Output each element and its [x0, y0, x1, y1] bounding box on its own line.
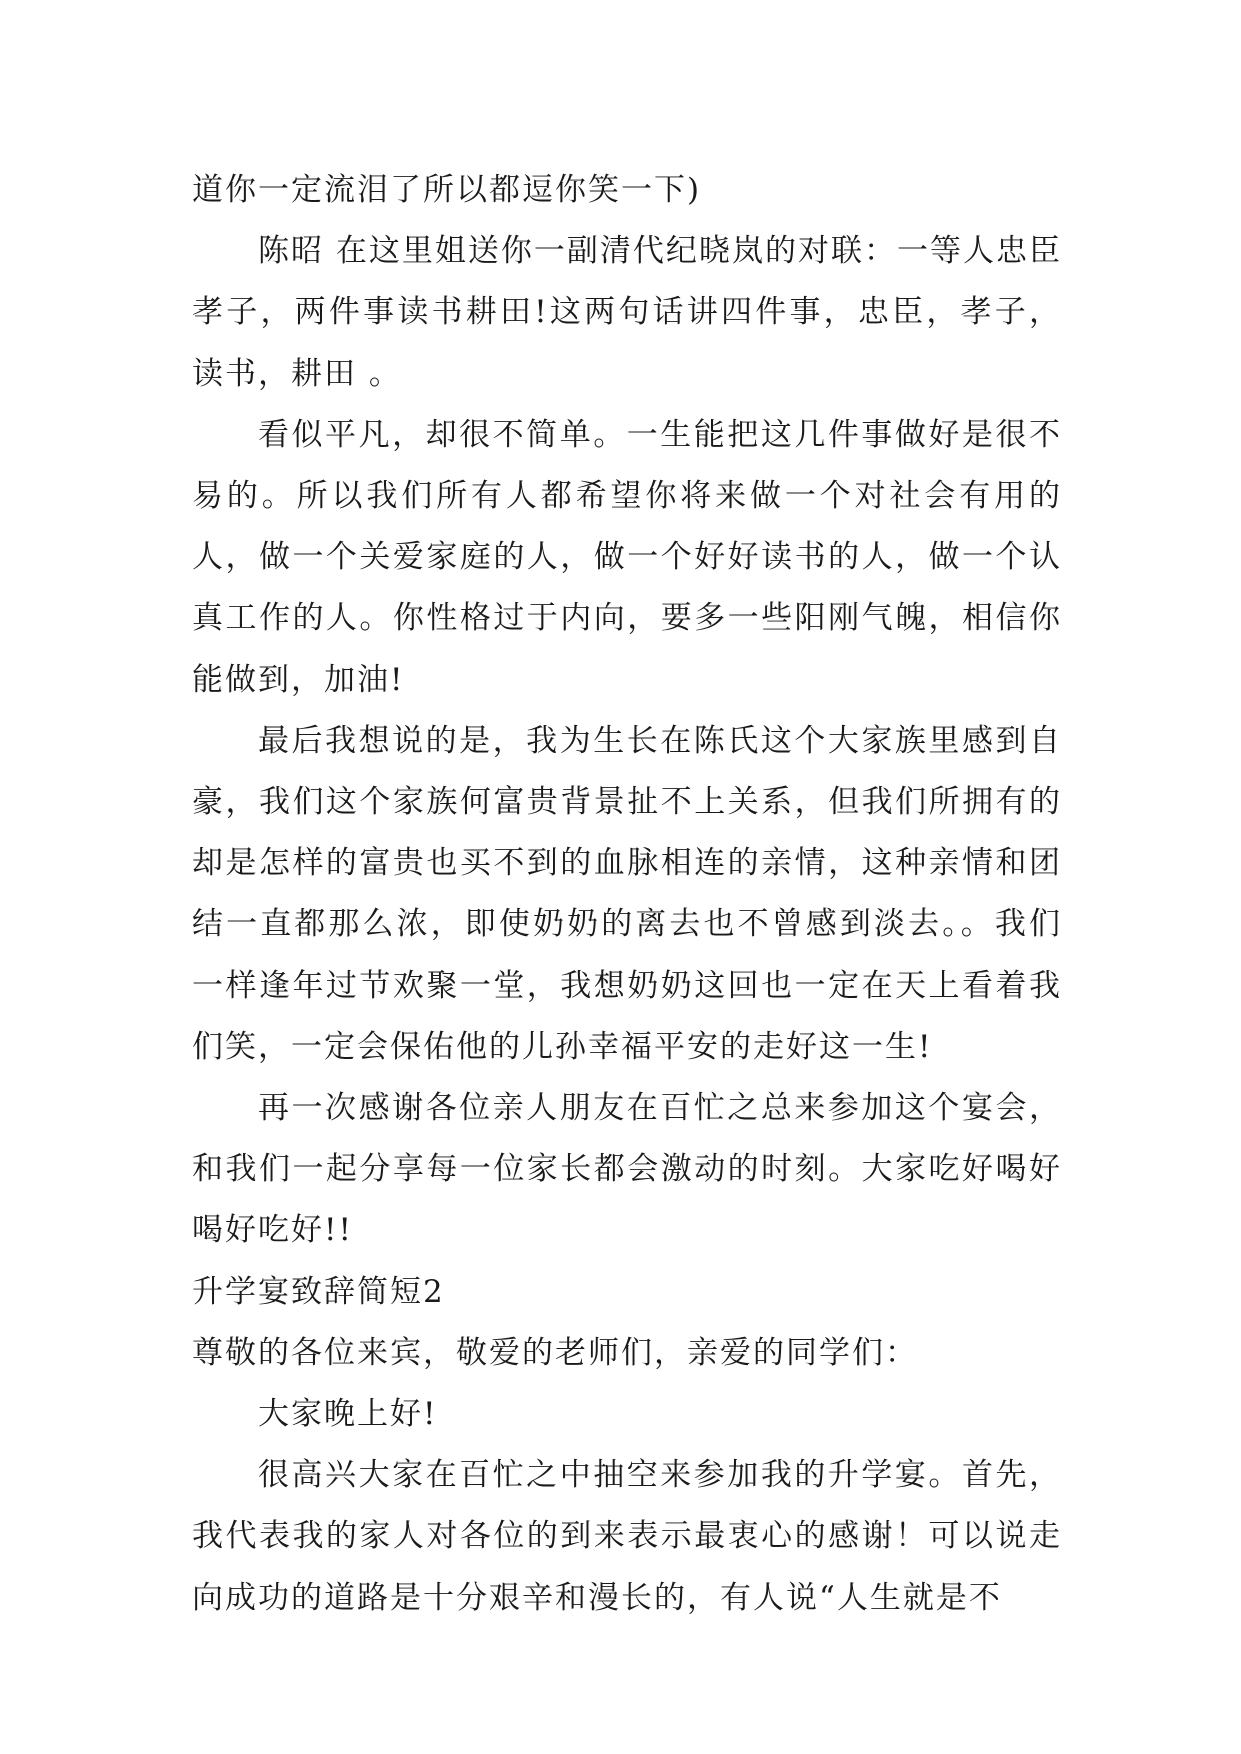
paragraph-couplet: 陈昭 在这里姐送你一副清代纪晓岚的对联：一等人忠臣孝子，两件事读书耕田!这两句话讲四件事，忠臣，孝子，读书，耕田 。	[192, 233, 1062, 392]
paragraph-family: 最后我想说的是，我为生长在陈氏这个大家族里感到自豪，我们这个家族何富贵背景扯不上关系，但我们所拥有的却是怎样的富贵也买不到的血脉相连的亲情，这种亲情和团结一直都那么浓，即使奶奶的离去也不曾感到淡去。。我们一样逢年过节欢聚一堂，我想奶奶这回也一定在天上看着我们笑，一定会保佑他的儿孙幸福平安的走好这一生!	[192, 722, 1062, 1065]
paragraph-continuation: 道你一定流泪了所以都逗你笑一下)	[192, 172, 702, 208]
document-body	[192, 160, 1062, 1629]
paragraph-hopes: 看似平凡，却很不简单。一生能把这几件事做好是很不易的。所以我们所有人都希望你将来做一个对社会有用的人，做一个关爱家庭的人，做一个好好读书的人，做一个认真工作的人。你性格过于内向，要多一些阳刚气魄，相信你能做到，加油!	[192, 416, 1062, 698]
paragraph-opening: 很高兴大家在百忙之中抽空来参加我的升学宴。首先，我代表我的家人对各位的到来表示最衷心的感谢！可以说走向成功的道路是十分艰辛和漫长的，有人说“人生就是不	[192, 1457, 1062, 1616]
greeting: 大家晚上好!	[258, 1396, 438, 1433]
section-heading: 升学宴致辞简短2	[192, 1273, 445, 1310]
paragraph-thanks: 再一次感谢各位亲人朋友在百忙之总来参加这个宴会，和我们一起分享每一位家长都会激动的时刻。大家吃好喝好喝好吃好!!	[192, 1090, 1062, 1249]
salutation: 尊敬的各位来宾，敬爱的老师们，亲爱的同学们：	[192, 1334, 918, 1371]
